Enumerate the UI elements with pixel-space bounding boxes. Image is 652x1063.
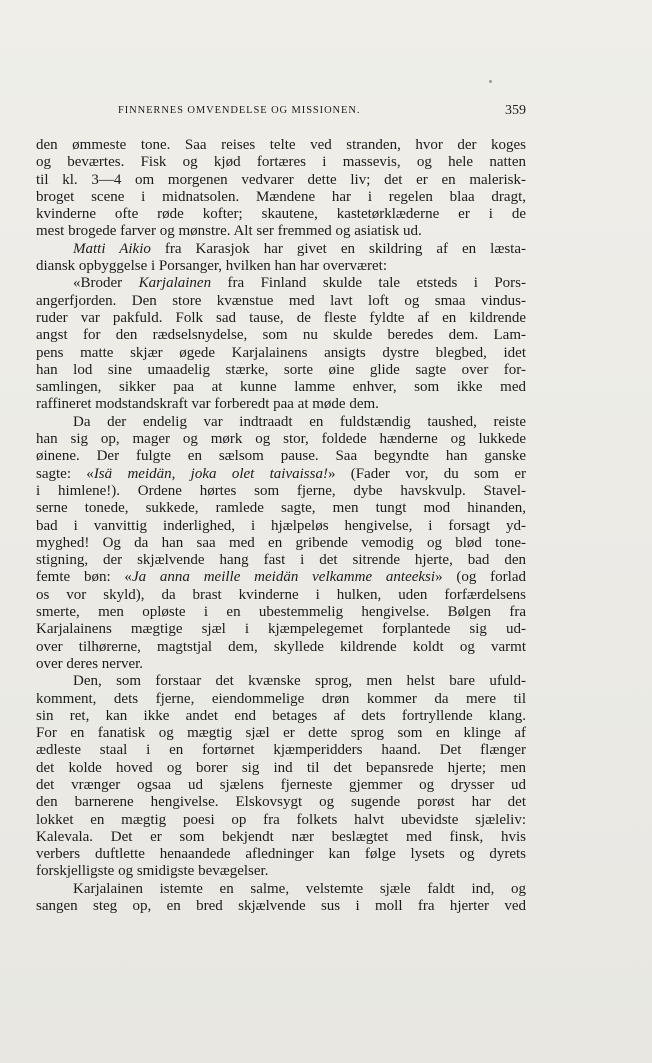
text-segment: komment, dets fjerne, eiendommelige drøn kommer da mere til xyxy=(36,690,526,707)
text-line xyxy=(36,293,526,310)
text-segment: lokket en mægtig poesi op fra folkets halvt ubevidste sjæleliv: xyxy=(36,811,526,828)
running-header xyxy=(36,103,526,123)
text-line xyxy=(36,760,526,777)
italic-text: Karjalainen xyxy=(138,275,212,292)
text-segment: sangen steg op, en bred skjælvende sus i moll fra hjerter ved xyxy=(36,898,526,915)
text-segment: fra Finland skulde tale etsteds i Pors- xyxy=(211,275,526,292)
text-segment: han lod sine umaadelig stærke, sorte øine glide sagte over for- xyxy=(36,361,526,378)
text-line xyxy=(36,569,526,586)
text-line xyxy=(36,691,526,708)
italic-text: Ja anna meille meidän velkamme anteeksi xyxy=(131,569,436,586)
text-line xyxy=(36,414,526,431)
text-line xyxy=(36,258,526,275)
text-segment: bad i vanvittig inderlighed, i hjælpeløs hengivelse, i forsagt yd- xyxy=(36,517,526,534)
text-line xyxy=(36,708,526,725)
text-segment: det kolde hoved og borer sig ind til det bepansrede hjerte; men xyxy=(36,759,526,776)
text-segment: ædleste staal i en fortørnet kjæmperidders haand. Det flænger xyxy=(36,742,526,759)
text-line xyxy=(36,812,526,829)
text-segment: fra Karasjok har givet en skildring af en læsta- xyxy=(150,240,526,257)
text-line xyxy=(36,794,526,811)
text-line xyxy=(36,137,526,154)
text-segment: For en fanatisk og mægtig sjæl er dette sprog som en klinge af xyxy=(36,725,526,742)
text-segment: til kl. 3—4 om morgenen vedvarer dette liv; det er en malerisk- xyxy=(36,171,526,188)
text-segment: smerte, men opløste i en ubestemmelig hengivelse. Bølgen fra xyxy=(36,604,526,621)
text-line xyxy=(36,223,526,240)
text-line xyxy=(36,777,526,794)
page-number: 359 xyxy=(505,103,526,118)
text-line xyxy=(36,310,526,327)
text-line xyxy=(36,898,526,915)
text-segment: kvinderne ofte røde kofter; skautene, kastetørklæderne er i de xyxy=(36,206,526,223)
text-segment: Da der endelig var indtraadt en fuldstændig taushed, reiste xyxy=(73,413,526,430)
text-segment: den barnerene hengivelse. Elskovsygt og sugende porøst har det xyxy=(36,794,526,811)
text-line xyxy=(36,587,526,604)
body-text xyxy=(36,137,526,915)
text-line xyxy=(36,206,526,223)
text-line xyxy=(36,881,526,898)
italic-text: Isä meidän, joka olet taivaissa! xyxy=(93,465,328,482)
running-title: FINNERNES OMVENDELSE OG MISSIONEN. xyxy=(118,105,361,116)
text-segment: forskjelligste og smidigste bevægelser. xyxy=(36,863,269,880)
text-segment: raffineret modstandskraft var forberedt paa at møde dem. xyxy=(36,396,379,413)
text-segment: broget scene i midnatsolen. Mændene har i regelen blaa dragt, xyxy=(36,188,526,205)
text-segment: pens matte skjær øgede Karjalainens ansigts dystre blegbed, idet xyxy=(36,344,526,361)
text-segment: det vrænger ogsaa ud sjælens fjerneste gjemmer og drysser ud xyxy=(36,776,526,793)
text-line xyxy=(36,396,526,413)
text-line xyxy=(36,639,526,656)
text-segment: sagte: « xyxy=(36,465,94,482)
text-line xyxy=(36,552,526,569)
text-segment: «Broder xyxy=(73,275,139,292)
text-line xyxy=(36,656,526,673)
text-line xyxy=(36,500,526,517)
paper-speck xyxy=(489,80,492,83)
text-segment: os vor skyld), da brast kvinderne i hulken, uden forfærdelsens xyxy=(36,586,526,603)
text-line xyxy=(36,483,526,500)
text-line xyxy=(36,154,526,171)
text-line xyxy=(36,345,526,362)
text-segment: angst for den rædselsnydelse, som nu skulde beredes dem. Lam- xyxy=(36,327,526,344)
text-segment: mest brogede farver og mønstre. Alt ser fremmed og asiatisk ud. xyxy=(36,223,422,240)
text-line xyxy=(36,846,526,863)
text-segment: sin ret, kan ikke andet end betages af dets fortryllende klang. xyxy=(36,707,526,724)
text-line xyxy=(36,275,526,292)
text-line xyxy=(36,362,526,379)
text-line xyxy=(36,189,526,206)
text-segment: i himlene!). Ordene hørtes som fjerne, dybe havskvulp. Stavel- xyxy=(36,482,526,499)
text-segment: stigning, der skjælvende hang fast i det sitrende hjerte, bad den xyxy=(36,552,526,569)
text-segment: » (Fader vor, du som er xyxy=(327,465,526,482)
text-segment: Den, som forstaar det kvænske sprog, men helst bare ufuld- xyxy=(73,673,526,690)
text-segment: over tilhørerne, magtstjal dem, skyllede kildrende koldt og varmt xyxy=(36,638,526,655)
text-segment: verbers duftlette henaandede afledninger kan følge lysets og dyrets xyxy=(36,846,526,863)
text-line xyxy=(36,448,526,465)
text-segment: over deres nerver. xyxy=(36,655,144,672)
text-segment: femte bøn: « xyxy=(36,569,132,586)
text-line xyxy=(36,829,526,846)
text-line xyxy=(36,604,526,621)
text-segment: serne tonede, sukkede, ramlede sagte, men tungt mod hinanden, xyxy=(36,500,526,517)
italic-text: Matti Aikio xyxy=(73,240,151,257)
text-segment: samlingen, sikker paa at kunne lamme enhver, som ikke med xyxy=(36,379,526,396)
text-line xyxy=(36,725,526,742)
text-segment: øinene. Der fulgte en sælsom pause. Saa begyndte han ganske xyxy=(36,448,526,465)
text-line xyxy=(36,431,526,448)
text-line xyxy=(36,621,526,638)
text-line xyxy=(36,742,526,759)
text-line xyxy=(36,327,526,344)
text-segment: og beværtes. Fisk og kjød fortæres i massevis, og hele natten xyxy=(36,154,526,171)
text-segment: myghed! Og da han saa med en gribende vemodig og blød tone- xyxy=(36,534,526,551)
text-segment: angerfjorden. Den store kvænstue med lavt loft og smaa vindus- xyxy=(36,292,526,309)
text-line xyxy=(36,518,526,535)
text-line xyxy=(36,673,526,690)
text-line xyxy=(36,466,526,483)
text-line xyxy=(36,863,526,880)
text-segment: Kalevala. Det er som bekjendt nær beslægtet med finsk, hvis xyxy=(36,828,526,845)
text-segment: Karjalainens mægtige sjæl i kjæmpelegemet forplantede sig ud- xyxy=(36,621,526,638)
text-segment: han sig op, mager og mørk og stor, foldede hænderne og lukkede xyxy=(36,431,526,448)
text-segment: diansk opbyggelse i Porsanger, hvilken han har overværet: xyxy=(36,258,387,275)
text-line xyxy=(36,379,526,396)
text-line xyxy=(36,241,526,258)
text-segment: ruder var pakfuld. Folk sad tause, de fleste fyldte af en kildrende xyxy=(36,309,526,326)
text-segment: Karjalainen istemte en salme, velstemte sjæle faldt ind, og xyxy=(73,880,526,897)
text-line xyxy=(36,172,526,189)
text-segment: » (og forlad xyxy=(435,569,526,586)
text-segment: den ømmeste tone. Saa reises telte ved stranden, hvor der koges xyxy=(36,137,526,153)
text-line xyxy=(36,535,526,552)
